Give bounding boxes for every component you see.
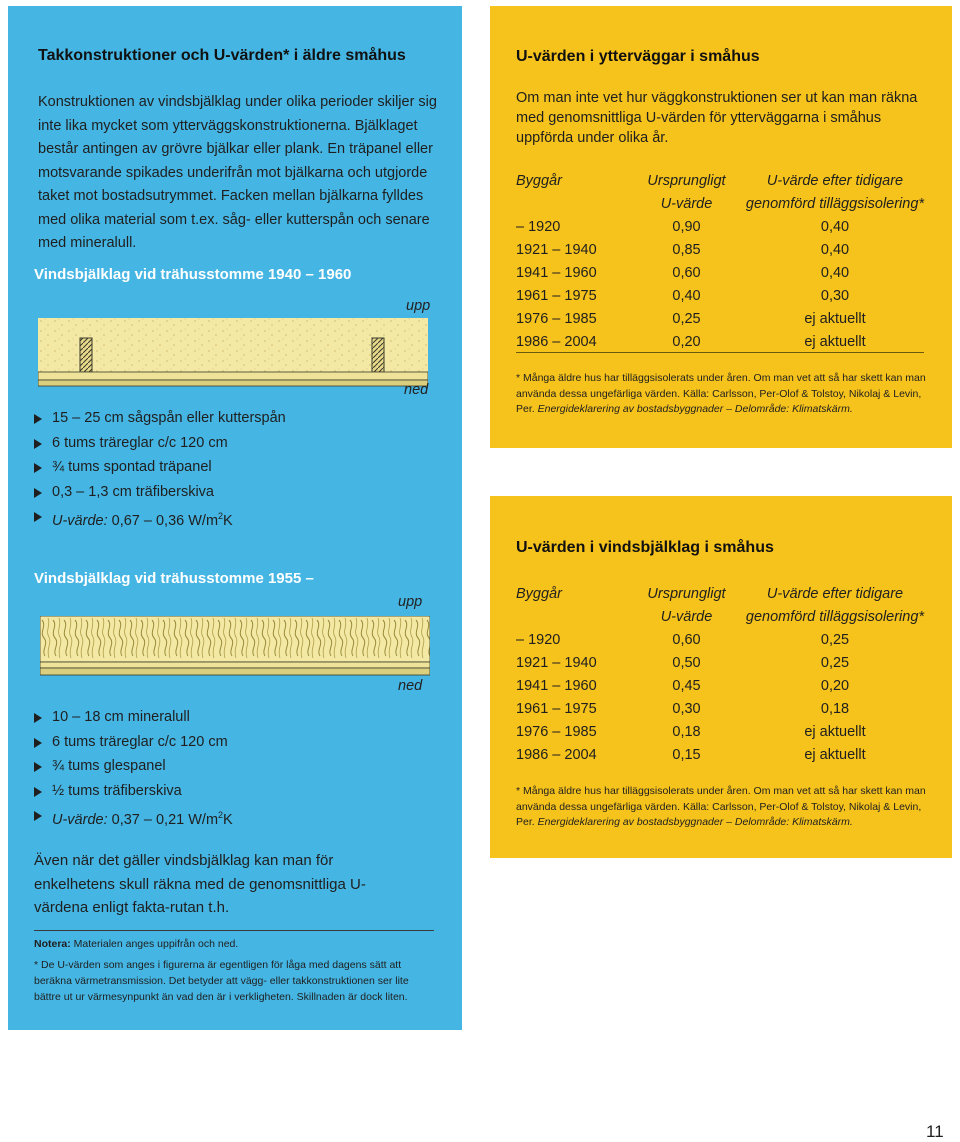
list-item: 15 – 25 cm sågspån eller kutterspån	[34, 406, 434, 431]
table-header-row: U-värde genomförd tilläggsisolering*	[660, 608, 925, 625]
table-row: 1941 – 1960 0,45 0,20	[516, 677, 850, 694]
bullet-triangle-icon	[34, 762, 42, 772]
attic-title: U-värden i vindsbjälklag i småhus	[516, 539, 774, 556]
bullet-triangle-icon	[34, 738, 42, 748]
diagram1-up-label: upp	[406, 298, 431, 314]
bullet-triangle-icon	[34, 811, 42, 821]
list-item: ¾ tums spontad träpanel	[34, 455, 434, 480]
joist-left	[80, 338, 92, 372]
table-row: 1986 – 2004 0,20 ej aktuellt	[516, 333, 866, 350]
diagram2-cross-section	[40, 616, 430, 678]
left-footnote: * De U-värden som anges i figurerna är egentligen för låga med dagens sätt att beräkna värmetransmission. Det betyder att vägg- eller takkonstruktionen ser lite bättre ut ur värmesynpunkt än vad den är i verkligheten. Skillnaden är dock liten.	[34, 959, 409, 1003]
bullet-triangle-icon	[34, 713, 42, 723]
divider	[34, 930, 434, 931]
list-item: 0,3 – 1,3 cm träfiberskiva	[34, 480, 434, 505]
fiberboard	[38, 380, 428, 386]
diagram1-down-label: ned	[404, 382, 429, 398]
diagram1-materials-list	[34, 406, 434, 529]
sparse-panel	[40, 662, 430, 668]
diagram2-up-label: upp	[398, 594, 423, 610]
table-row: 1976 – 1985 0,18 ej aktuellt	[516, 723, 866, 740]
diagram1-cross-section	[38, 318, 428, 390]
walls-footnote: * Många äldre hus har tilläggsisolerats under åren. Om man vet att så har skett kan man använda dessa ungefärliga värden. Källa: Carlsson, Per-Olof & Tolstoy, Nikolaj & Levin, Per. Energideklarering av bostadsbyggnader – Delområde: Klimatskärm.	[516, 372, 926, 415]
uvalue-item: U-värde: 0,37 – 0,21 $W/m^2K$	[34, 803, 434, 828]
bullet-triangle-icon	[34, 488, 42, 498]
table-row: 1921 – 1940 0,85 0,40	[516, 241, 850, 258]
bullet-triangle-icon	[34, 463, 42, 473]
table-header-row: U-värde genomförd tilläggsisolering*	[660, 195, 925, 212]
table-row: 1961 – 1975 0,40 0,30	[516, 287, 850, 304]
list-item: ¾ tums glespanel	[34, 754, 434, 779]
mineral-wool-fill	[40, 616, 430, 662]
wood-panel	[38, 372, 428, 380]
table-row: 1921 – 1940 0,50 0,25	[516, 654, 850, 671]
list-item: ½ tums träfiberskiva	[34, 779, 434, 804]
table-row: 1961 – 1975 0,30 0,18	[516, 700, 850, 717]
list-item: 6 tums träreglar c/c 120 cm	[34, 730, 434, 755]
table-header-row: Byggår Ursprungligt U-värde efter tidigare	[516, 172, 904, 189]
joist-right	[372, 338, 384, 372]
uvalue-item: U-värde: 0,67 – 0,36 $W/m^2K$	[34, 504, 434, 529]
walls-table-rule	[516, 352, 924, 353]
diagram2-down-label: ned	[398, 678, 423, 694]
bullet-triangle-icon	[34, 439, 42, 449]
note: Notera: Materialen anges uppifrån och ned.	[34, 938, 239, 950]
list-item: 10 – 18 cm mineralull	[34, 705, 434, 730]
table-row: – 1920 0,90 0,40	[516, 218, 850, 235]
bullet-triangle-icon	[34, 787, 42, 797]
table-row: – 1920 0,60 0,25	[516, 631, 850, 648]
attic-table	[516, 582, 931, 766]
attic-footnote: * Många äldre hus har tilläggsisolerats under åren. Om man vet att så har skett kan man använda dessa ungefärliga värden. Källa: Carlsson, Per-Olof & Tolstoy, Nikolaj & Levin, Per. Energideklarering av bostadsbyggnader – Delområde: Klimatskärm.	[516, 785, 926, 828]
fiberboard	[40, 668, 430, 675]
bullet-triangle-icon	[34, 512, 42, 522]
page-number: 11	[926, 1122, 944, 1141]
list-item: 6 tums träreglar c/c 120 cm	[34, 431, 434, 456]
table-row: 1976 – 1985 0,25 ej aktuellt	[516, 310, 866, 327]
table-header-row: Byggår Ursprungligt U-värde efter tidigare	[516, 585, 904, 602]
table-row: 1986 – 2004 0,15 ej aktuellt	[516, 746, 866, 763]
table-row: 1941 – 1960 0,60 0,40	[516, 264, 850, 281]
diagram2-title: Vindsbjälklag vid trähusstomme 1955 –	[34, 570, 314, 587]
diagram1-title: Vindsbjälklag vid trähusstomme 1940 – 1960	[34, 266, 352, 283]
bullet-triangle-icon	[34, 414, 42, 424]
walls-table	[516, 169, 931, 353]
walls-intro: Om man inte vet hur väggkonstruktionen ser ut kan man räkna med genomsnittliga U-värden för ytterväggarna i småhus uppförda under olika år.	[516, 90, 918, 146]
walls-title: U-värden i ytterväggar i småhus	[516, 48, 760, 65]
sawdust-fill	[38, 318, 428, 372]
left-intro: Konstruktionen av vindsbjälklag under olika perioder skiljer sig inte lika mycket som ytterväggskonstruktionerna. Bjälklaget består antingen av grövre bjälkar eller plank. En träpanel eller motsvarande spikades underifrån mot bjälkarna och utgjorde taket mot bostadsutrymmet. Facken mellan bjälkarna fylldes med olika material som t.ex. såg- eller kutterspån och senare med mineralull.	[38, 94, 437, 251]
closing-paragraph: Även när det gäller vindsbjälklag kan man för enkelhetens skull räkna med de genomsnittliga U-värdena enligt fakta-rutan t.h.	[34, 852, 366, 916]
left-title: Takkonstruktioner och U-värden* i äldre småhus	[38, 47, 406, 64]
diagram2-materials-list	[34, 705, 434, 828]
